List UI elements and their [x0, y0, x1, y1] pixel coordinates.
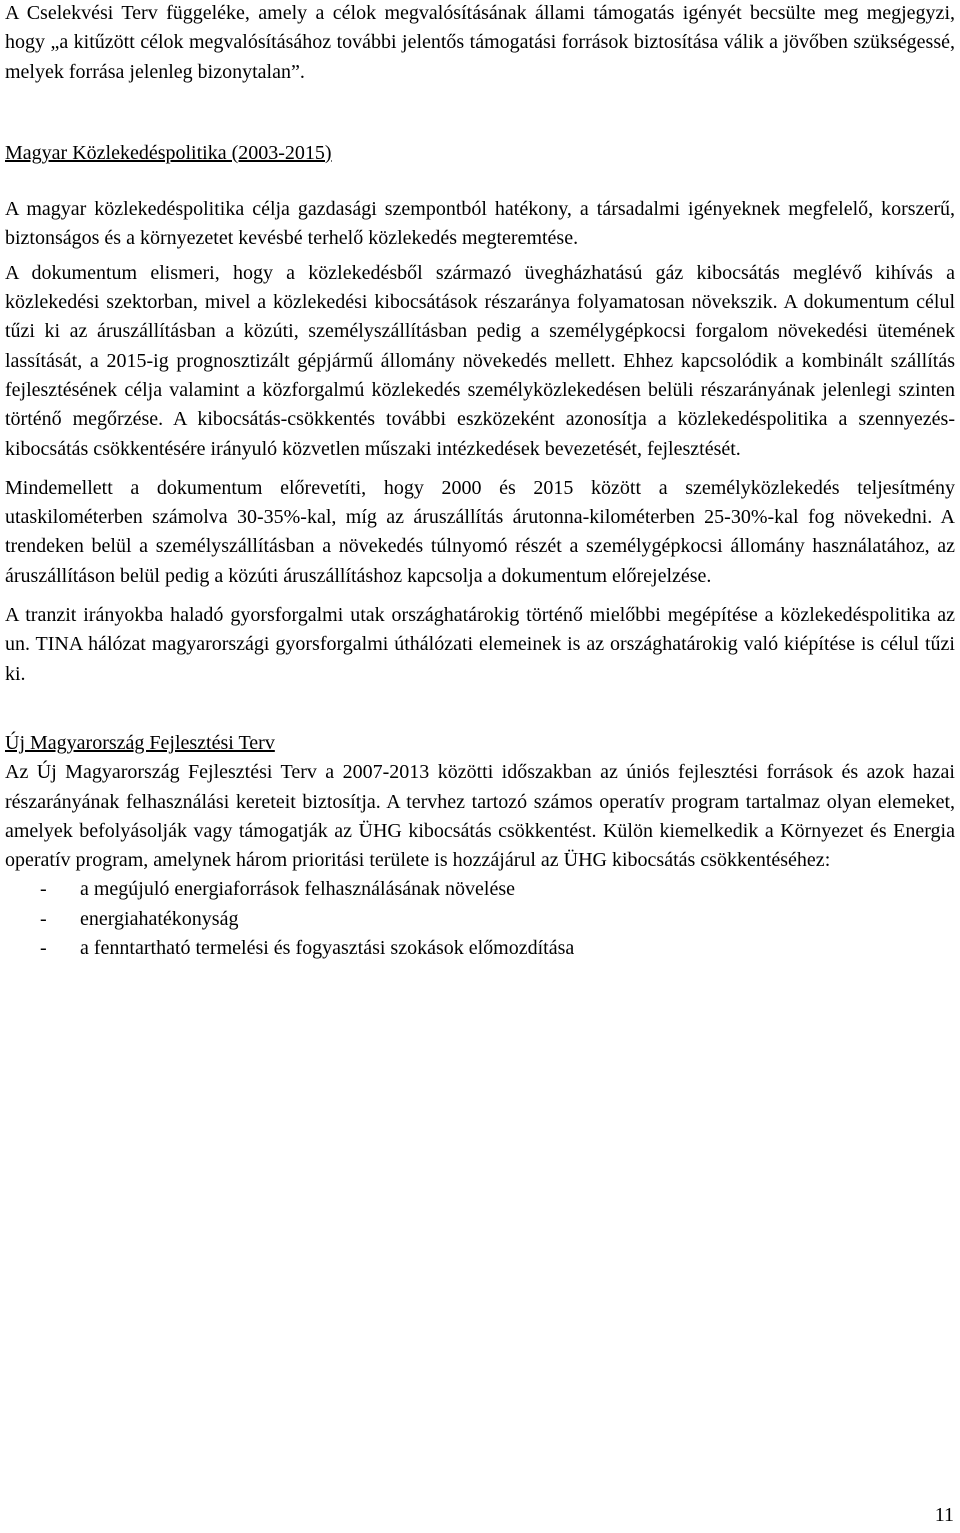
list-item [5, 905, 955, 934]
document-page [5, 0, 955, 963]
intro-paragraph: A Cselekvési Terv függeléke, amely a célok megvalósításának állami támogatás igényét becsülte meg megjegyzi, hogy „a kitűzött célok megvalósításához további jelentős támogatási források biztosítása válik a jövőben szükségessé, melyek forrása jelenleg bizonytalan”. [5, 2, 955, 83]
section-heading-umft: Új Magyarország Fejlesztési Terv [5, 731, 275, 754]
list-item-text: a fenntartható termelési és fogyasztási szokások előmozdítása [80, 937, 575, 960]
section2-paragraph: Az Új Magyarország Fejlesztési Terv a 2007-2013 közötti időszakban az úniós fejlesztési források és azok hazai részarányának felhasználási kereteit biztosítja. A tervhez tartozó számos operatív program tartalmaz olyan elemeket, amelyek befolyásolják vagy támogatják az ÜHG kibocsátás csökkentést. Külön kiemelkedik a Környezet és Energia operatív program, amelynek három prioritási területe is hozzájárul az ÜHG kibocsátás csökkentéséhez: [5, 761, 955, 872]
list-item-text: energiahatékonyság [80, 907, 239, 930]
list-dash: - [40, 907, 47, 930]
section1-paragraph-4: A tranzit irányokba haladó gyorsforgalmi utak országhatárokig történő mielőbbi megépítése a közlekedéspolitika az un. TINA hálózat magyarországi gyorsforgalmi úthálózati elemeinek is az országhatárokig való kiépítése is célul tűzi ki. [5, 604, 955, 685]
page-number: 11 [934, 1504, 954, 1526]
section-heading-kozlekedespolitika: Magyar Közlekedéspolitika (2003-2015) [5, 141, 332, 164]
section1-paragraph-2: A dokumentum elismeri, hogy a közlekedésből származó üvegházhatású gáz kibocsátás meglévő kihívás a közlekedési szektorban, mivel a közlekedési kibocsátások részaránya folyamatosan növekszik. A dokumentum célul tűzi ki az áruszállításban a közúti, személyszállításban pedig a személygépkocsi forgalom növekedési ütemének lassítását, a 2015-ig prognosztizált gépjármű állomány növekedés mellett. Ehhez kapcsolódik a kombinált szállítás fejlesztésének célja valamint a közforgalmú közlekedés személyközlekedésen belüli részarányának jelenlegi szinten történő megőrzése. A kibocsátás-csökkentés további eszközeként azonosítja a közlekedéspolitika a szennyezés-kibocsátás csökkentésére irányuló közvetlen műszaki intézkedések bevezetését, fejlesztését. [5, 261, 955, 460]
priority-list [5, 875, 955, 963]
section1-paragraph-3: Mindemellett a dokumentum előrevetíti, hogy 2000 és 2015 között a személyközlekedés teljesítmény utaskilométerben számolva 30-35%-kal, míg az áruszállítás árutonna-kilométerben 25-30%-kal fog növekedni. A trendeken belül a személyszállításban a növekedés túlnyomó részét a személygépkocsi állomány használatához, az áruszállításon belül pedig a közúti áruszállításhoz kapcsolja a dokumentum előrejelzése. [5, 476, 955, 587]
list-dash: - [40, 937, 47, 960]
list-item [5, 934, 955, 963]
list-dash: - [40, 878, 47, 901]
list-item [5, 875, 955, 904]
list-item-text: a megújuló energiaforrások felhasználásának növelése [80, 878, 515, 901]
section1-paragraph-1: A magyar közlekedéspolitika célja gazdasági szempontból hatékony, a társadalmi igényeknek megfelelő, korszerű, biztonságos és a környezetet kevésbé terhelő közlekedés megteremtése. [5, 198, 955, 250]
